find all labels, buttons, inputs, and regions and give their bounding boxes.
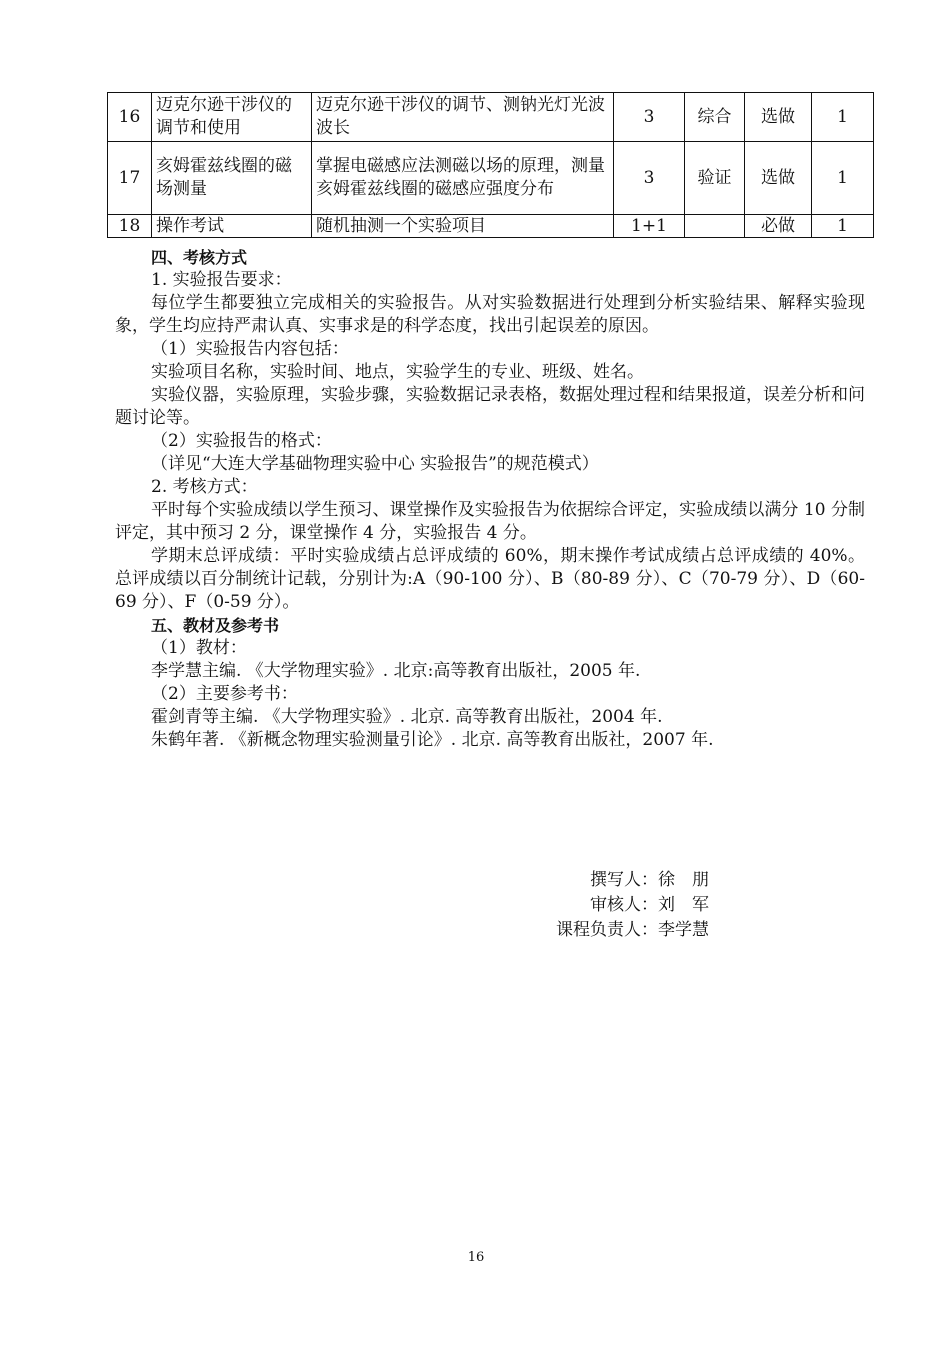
- subsection-heading: （1）教材：: [151, 638, 247, 658]
- subsection-heading: 2. 考核方式：: [151, 477, 258, 497]
- row-number: 16: [108, 93, 152, 142]
- paragraph: 平时每个实验成绩以学生预习、课堂操作及实验报告为依据综合评定，实验成绩以满分 10 分制评定，其中预习 2 分，课堂操作 4 分，实验报告 4 分。: [115, 500, 865, 543]
- signature-writer: [500, 868, 760, 893]
- experiment-requirement: 选做: [745, 142, 812, 215]
- section-heading: 五、教材及参考书: [151, 616, 280, 635]
- signature-name: 徐 朋: [658, 870, 709, 890]
- experiment-content: 随机抽测一个实验项目: [312, 215, 614, 238]
- table-row: [108, 215, 874, 238]
- signature-owner: [500, 918, 760, 943]
- signature-label: 审核人：: [590, 895, 658, 915]
- signature-label: 课程负责人：: [556, 920, 658, 940]
- paragraph: 实验仪器，实验原理，实验步骤，实验数据记录表格，数据处理过程和结果报道，误差分析和问题讨论等。: [115, 385, 865, 428]
- experiment-groups: 1: [812, 142, 874, 215]
- experiment-content: 掌握电磁感应法测磁以场的原理，测量亥姆霍兹线圈的磁感应强度分布: [312, 142, 614, 215]
- paragraph: 实验项目名称，实验时间、地点，实验学生的专业、班级、姓名。: [151, 362, 644, 382]
- experiment-requirement: 必做: [745, 215, 812, 238]
- experiment-groups: 1: [812, 215, 874, 238]
- experiment-requirement: 选做: [745, 93, 812, 142]
- page-number: 16: [467, 1250, 485, 1265]
- experiment-content: 迈克尔逊干涉仪的调节、测钠光灯光波波长: [312, 93, 614, 142]
- row-number: 18: [108, 215, 152, 238]
- signature-reviewer: [500, 893, 760, 918]
- reference-item: 李学慧主编. 《大学物理实验》. 北京:高等教育出版社，2005 年.: [151, 661, 641, 681]
- subsection-heading: 1. 实验报告要求：: [151, 270, 292, 290]
- signature-name: 李学慧: [658, 920, 709, 940]
- experiment-table: [107, 92, 874, 238]
- experiment-type: 验证: [685, 142, 745, 215]
- experiment-hours: 3: [614, 93, 685, 142]
- table-row: [108, 142, 874, 215]
- signature-label: 撰写人：: [590, 870, 658, 890]
- signature-block: [500, 868, 760, 943]
- experiment-type: 综合: [685, 93, 745, 142]
- paragraph: 学期末总评成绩：平时实验成绩占总评成绩的 60%，期末操作考试成绩占总评成绩的 40%。总评成绩以百分制统计记载，分别计为:A（90-100 分）、B（80-89 分）、C（70-79 分）、D（60-69 分）、F（0-59 分）。: [115, 546, 865, 612]
- experiment-type: [685, 215, 745, 238]
- subsection-heading: （2）主要参考书：: [151, 684, 298, 704]
- experiment-name: 亥姆霍兹线圈的磁场测量: [152, 142, 312, 215]
- subsection-heading: （2）实验报告的格式：: [151, 431, 332, 451]
- section-heading: 四、考核方式: [151, 248, 248, 267]
- experiment-hours: 3: [614, 142, 685, 215]
- row-number: 17: [108, 142, 152, 215]
- table-row: [108, 93, 874, 142]
- experiment-groups: 1: [812, 93, 874, 142]
- signature-name: 刘 军: [658, 895, 709, 915]
- subsection-heading: （1）实验报告内容包括：: [151, 339, 349, 359]
- body-text: [115, 246, 865, 752]
- experiment-name: 迈克尔逊干涉仪的调节和使用: [152, 93, 312, 142]
- experiment-name: 操作考试: [152, 215, 312, 238]
- reference-item: 霍剑青等主编. 《大学物理实验》. 北京. 高等教育出版社，2004 年.: [151, 707, 663, 727]
- experiment-hours: 1+1: [614, 215, 685, 238]
- reference-item: 朱鹤年著. 《新概念物理实验测量引论》. 北京. 高等教育出版社，2007 年.: [151, 730, 714, 750]
- paragraph: （详见“大连大学基础物理实验中心 实验报告”的规范模式）: [151, 454, 599, 474]
- paragraph: 每位学生都要独立完成相关的实验报告。从对实验数据进行处理到分析实验结果、解释实验现象，学生均应持严肃认真、实事求是的科学态度，找出引起误差的原因。: [115, 293, 865, 336]
